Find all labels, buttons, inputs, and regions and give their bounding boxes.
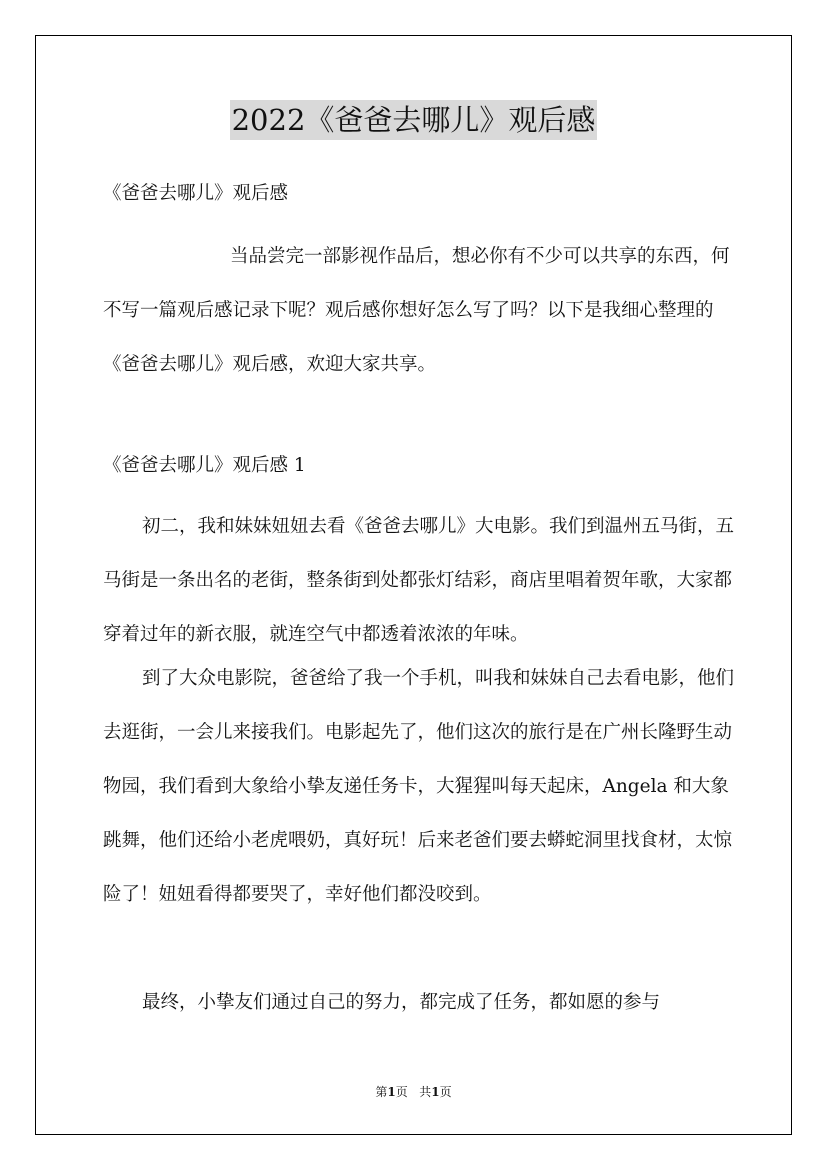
- title-container: [0, 100, 827, 140]
- page-footer: [0, 1083, 827, 1101]
- body-paragraph: 到了大众电影院，爸爸给了我一个手机，叫我和妹妹自己去看电影，他们去逛街，一会儿来接我们。电影起先了，他们这次的旅行是在广州长隆野生动物园，我们看到大象给小挚友递任务卡，大猩猩叫每天起床，Angela 和大象跳舞，他们还给小老虎喂奶，真好玩！后来老爸们要去蟒蛇洞里找食材，太惊险了！妞妞看得都要哭了，幸好他们都没咬到。: [103, 668, 735, 905]
- page-label-prefix: 第: [375, 1085, 388, 1099]
- total-pages: 1: [431, 1085, 440, 1099]
- total-label-suffix: 页: [439, 1085, 452, 1099]
- page-label-suffix: 页: [395, 1085, 408, 1099]
- body-paragraph: 最终，小挚友们通过自己的努力，都完成了任务，都如愿的参与: [142, 992, 661, 1013]
- document-subtitle: 《爸爸去哪儿》观后感: [103, 183, 289, 204]
- body-paragraph: 初二，我和妹妹妞妞去看《爸爸去哪儿》大电影。我们到温州五马街，五马街是一条出名的老街，整条街到处都张灯结彩，商店里唱着贺年歌，大家都穿着过年的新衣服，就连空气中都透着浓浓的年味。: [103, 516, 735, 645]
- intro-paragraph: 当品尝完一部影视作品后，想必你有不少可以共享的东西，何不写一篇观后感记录下呢？观后感你想好怎么写了吗？以下是我细心整理的《爸爸去哪儿》观后感，欢迎大家共享。: [103, 246, 730, 375]
- page-number: 1: [387, 1085, 396, 1099]
- document-title: 2022《爸爸去哪儿》观后感: [230, 100, 598, 140]
- section-heading: 《爸爸去哪儿》观后感 1: [103, 455, 306, 476]
- total-label-prefix: 共: [419, 1085, 432, 1099]
